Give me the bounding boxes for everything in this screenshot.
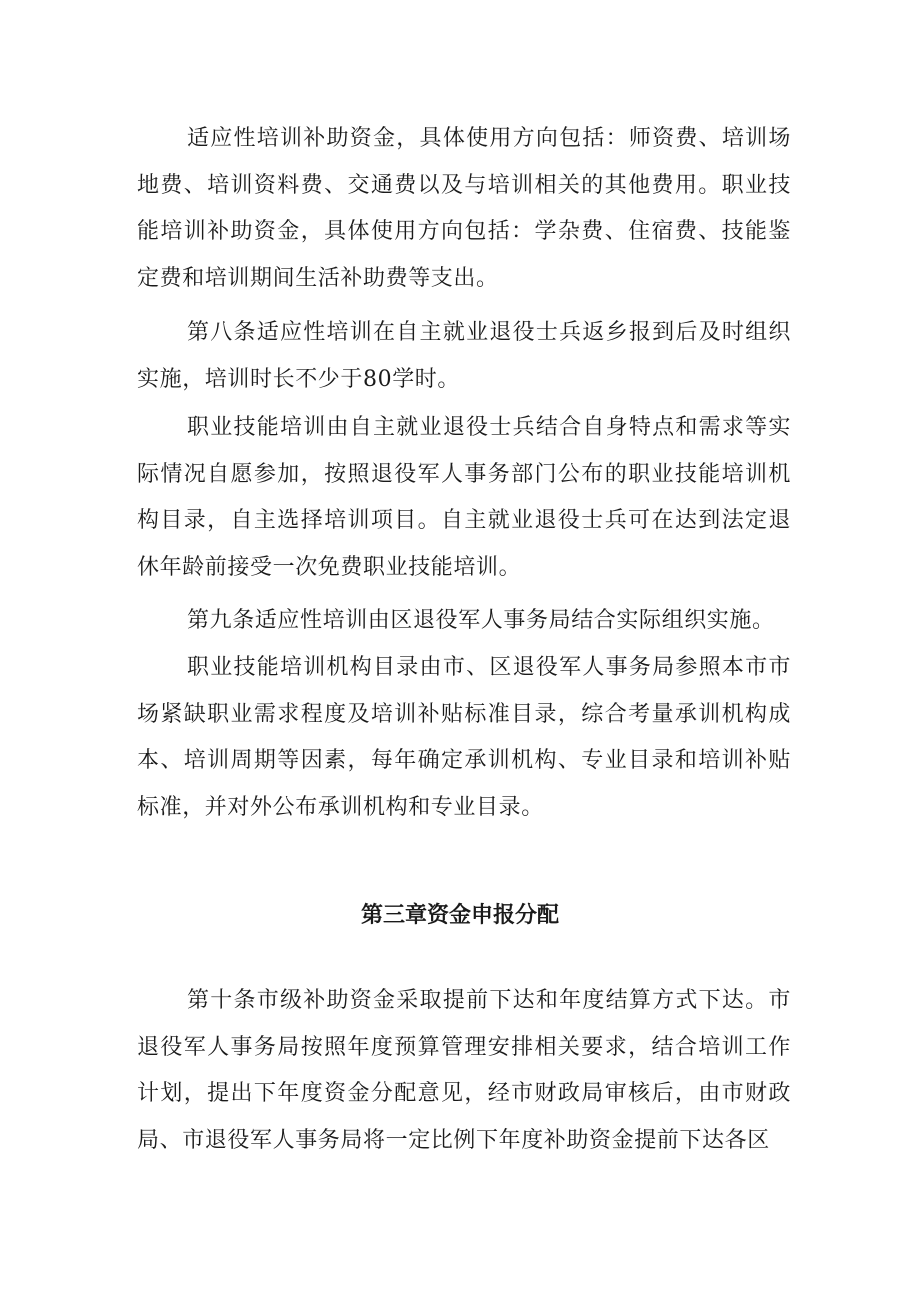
paragraph-vocational-training: 职业技能培训由自主就业退役士兵结合自身特点和需求等实际情况自愿参加，按照退役军人事务部门公布的职业技能培训机构目录，自主选择培训项目。自主就业退役士兵可在达到法定退休年龄前接受一次免费职业技能培训。 xyxy=(137,415,791,580)
paragraph-training-institutions: 职业技能培训机构目录由市、区退役军人事务局参照本市市场紧缺职业需求程度及培训补贴标准目录，综合考量承训机构成本、培训周期等因素，每年确定承训机构、专业目录和培训补贴标准，并对外公布承训机构和专业目录。 xyxy=(137,655,791,820)
paragraph-article-8: 第八条适应性培训在自主就业退役士兵返乡报到后及时组织实施，培训时长不少于80学时。 xyxy=(137,320,791,392)
paragraph-subsidy-usage: 适应性培训补助资金，具体使用方向包括：师资费、培训场地费、培训资料费、交通费以及与培训相关的其他费用。职业技能培训补助资金，具体使用方向包括：学杂费、住宿费、技能鉴定费和培训期间生活补助费等支出。 xyxy=(137,126,791,291)
paragraph-article-9: 第九条适应性培训由区退役军人事务局结合实际组织实施。 xyxy=(187,608,775,633)
chapter-heading: 第三章资金申报分配 xyxy=(360,903,559,928)
paragraph-article-10: 第十条市级补助资金采取提前下达和年度结算方式下达。市退役军人事务局按照年度预算管理安排相关要求，结合培训工作计划，提出下年度资金分配意见，经市财政局审核后，由市财政局、市退役军人事务局将一定比例下年度补助资金提前下达各区 xyxy=(137,988,791,1153)
